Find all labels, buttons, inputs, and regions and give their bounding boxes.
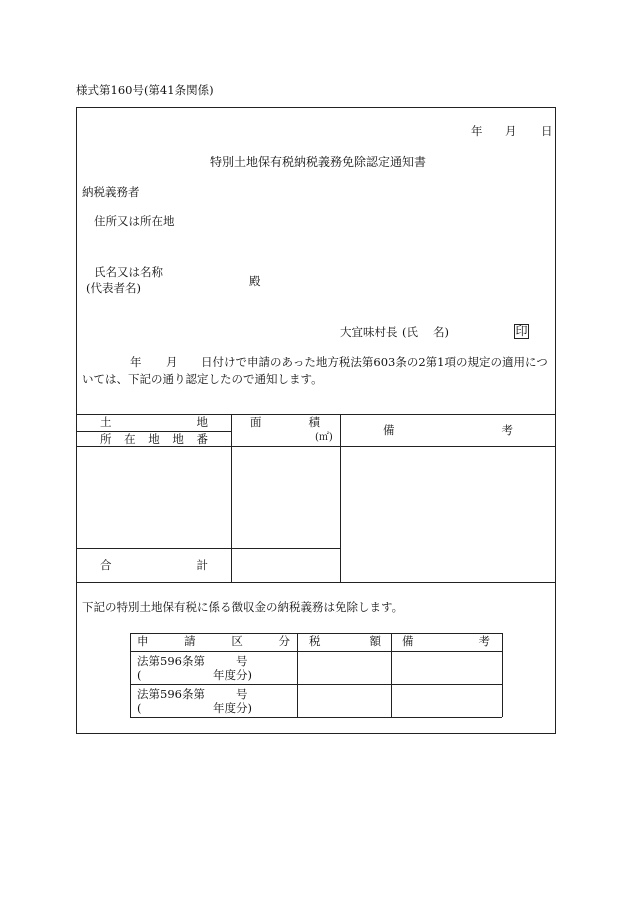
area-header: 面 積 [250,415,320,429]
exemption-table-bottom-border [130,717,502,718]
address-label: 住所又は所在地 [94,214,175,228]
document-title: 特別土地保有税納税義務免除認定通知書 [210,155,427,169]
honorific: 殿 [249,274,261,288]
seal-mark: 印 [515,324,528,338]
exemption-header-bottom-border [130,651,502,652]
row1-paren: ( [137,668,142,682]
category-header: 申 請 区 分 [137,634,290,648]
land-table-bottom-border [76,582,556,583]
land-header: 土 地 [100,415,208,429]
body-year: 年 [130,355,142,369]
date-month: 月 [505,124,517,138]
date-day: 日 [541,124,553,138]
row2-number: 号 [236,687,248,701]
body-text-line2: いては、下記の通り認定したので通知します。 [82,372,323,386]
exemption-table-right-border [502,633,503,717]
issuer-name-close: 名) [433,325,449,339]
exemption-col-divider-2 [391,633,392,717]
representative-label: (代表者名) [86,281,141,295]
row1-number: 号 [236,654,248,668]
exemption-row-divider [130,684,502,685]
remarks-header: 備 考 [383,423,513,437]
body-month: 月 [166,355,178,369]
area-unit: (㎡) [315,432,333,443]
exemption-remarks-header: 備 考 [402,634,490,648]
taxpayer-heading: 納税義務者 [82,185,140,199]
exemption-statement: 下記の特別土地保有税に係る徴収金の納税義務は免除します。 [82,600,404,614]
form-number: 様式第160号(第41条関係) [76,83,214,97]
row2-paren: ( [137,701,142,715]
exemption-col-divider-1 [297,633,298,717]
date-year: 年 [471,124,483,138]
name-label: 氏名又は名称 [94,265,163,279]
row2-article: 法第596条第 [137,687,205,701]
total-label: 合 計 [100,558,208,572]
issuer-title: 大宜味村長 [340,325,398,339]
row2-fiscal-year: 年度分) [213,701,252,715]
exemption-table-left-border [130,633,131,717]
land-col-divider-1 [231,414,232,582]
land-col-divider-2 [340,414,341,582]
land-header-bottom-border [76,446,556,447]
row1-fiscal-year: 年度分) [213,668,252,682]
row1-article: 法第596条第 [137,654,205,668]
tax-amount-header: 税 額 [309,634,381,648]
location-header: 所 在 地 地 番 [100,432,208,446]
land-total-top-border [76,548,340,549]
issuer-name-open: (氏 [402,325,418,339]
body-text-line1: 日付けで申請のあった地方税法第603条の2第1項の規定の適用につ [201,355,548,369]
